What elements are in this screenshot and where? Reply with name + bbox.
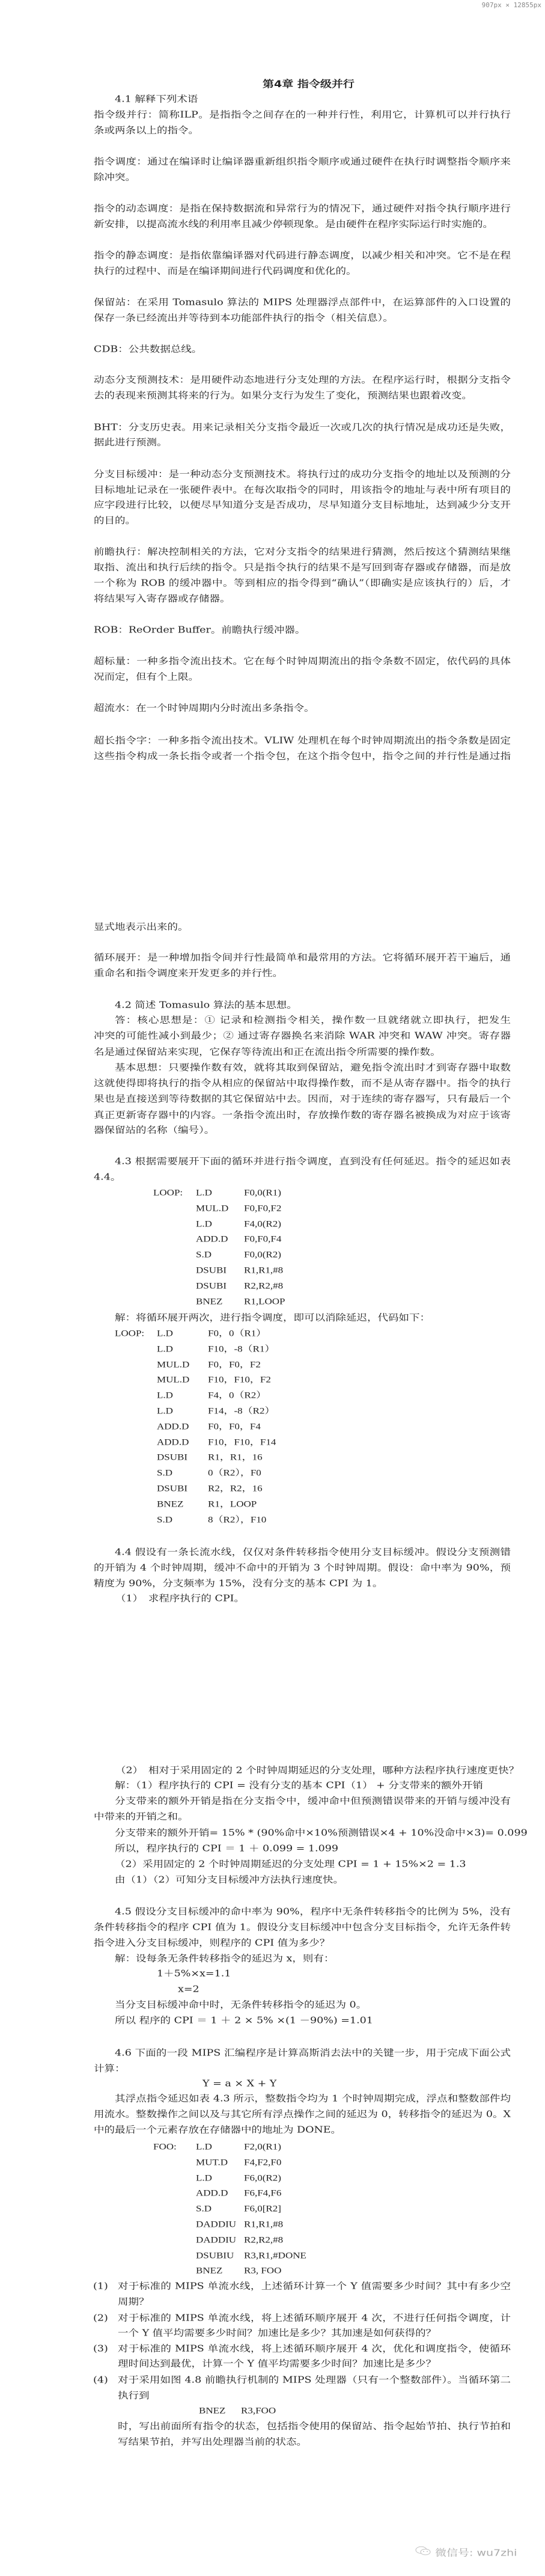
code-operands: F10，-8（R1） bbox=[208, 1344, 275, 1354]
question-text: 计算： bbox=[94, 2063, 126, 2074]
code-opcode: MUL.D bbox=[157, 1374, 190, 1385]
term-definition-line: ROB：ReOrder Buffer。前瞻执行缓冲器。 bbox=[94, 625, 306, 635]
code-opcode: BNEZ bbox=[196, 1296, 223, 1306]
term-definition-line: 将结果写入寄存器或存储器。 bbox=[94, 593, 231, 604]
code-operands: R1,R1,#8 bbox=[244, 1265, 284, 1275]
answer-line: 这就使得即将执行的指令从相应的保留站中取得操作数，而不是从寄存器中。指令的执行 bbox=[94, 1078, 511, 1089]
code-operands: F4,F2,F0 bbox=[244, 2157, 282, 2167]
code-label: FOO: bbox=[153, 2141, 177, 2152]
code-operands: F2,0(R1) bbox=[244, 2141, 281, 2152]
code-label: LOOP: bbox=[115, 1328, 145, 1338]
term-definition-line: 超长指令字：一种多指令流出技术。VLIW 处理机在每个时钟周期流出的指令条数是固定 bbox=[94, 735, 511, 746]
code-operands: R1,R1,#8 bbox=[244, 2219, 284, 2229]
code-operands: F10，F10，F2 bbox=[208, 1374, 271, 1385]
code-operands: F0，F0，F4 bbox=[208, 1421, 261, 1431]
term-definition-line: 应字段进行比较，以便尽早知道分支是否成功，尽早知道分支目标地址，达到减少分支开 bbox=[94, 500, 511, 510]
term-definition-line: 去的表现来预测其将来的行为。如果分支行为发生了变化，预测结果也跟着改变。 bbox=[94, 390, 472, 401]
code-operands: F6,F4,F6 bbox=[244, 2188, 282, 2198]
item-text: 写结果节拍，并写出处理器当前的状态。 bbox=[118, 2437, 307, 2447]
solution-line: 1＋5%×x=1.1 bbox=[157, 1968, 231, 1979]
term-definition-line: 据此进行预测。 bbox=[94, 437, 168, 448]
item-text: 理时间达到最优，计算一个 Y 值平均需要多少时间？加速比是多少？ bbox=[118, 2358, 437, 2369]
code-operands: F0,0(R1) bbox=[244, 1187, 281, 1198]
code-operands: R1，LOOP bbox=[208, 1499, 257, 1509]
code-operands: F6,0(R2) bbox=[244, 2173, 281, 2183]
code-operands: R2,R2,#8 bbox=[244, 1280, 284, 1291]
code-opcode: ADD.D bbox=[196, 1234, 228, 1244]
code-opcode: BNEZ bbox=[199, 2405, 226, 2415]
solution-line: x=2 bbox=[178, 1984, 199, 1995]
answer-line: 冲突的可能性减小到最少；② 通过寄存器换名来消除 WAR 冲突和 WAW 冲突。寄存器 bbox=[94, 1030, 511, 1041]
term-definition-line: 指令的动态调度：是指在保持数据流和异常行为的情况下，通过硬件对指令执行顺序进行 bbox=[94, 203, 511, 214]
code-opcode: S.D bbox=[157, 1467, 172, 1478]
term-definition-line: 动态分支预测技术：是用硬件动态地进行分支处理的方法。在程序运行时，根据分支指令 bbox=[94, 375, 511, 385]
term-definition-line: 超流水：在一个时钟周期内分时流出多条指令。 bbox=[94, 703, 315, 714]
watermark-text: 微信号: wu7zhi bbox=[435, 2547, 517, 2558]
image-dimensions-label: 907px × 12855px bbox=[481, 1, 541, 9]
solution-line: 中带来的开销之和。 bbox=[94, 1811, 189, 1822]
code-opcode: DADDIU bbox=[196, 2235, 237, 2245]
question-text: 4.3 根据需要展开下面的循环并进行指令调度，直到没有任何延迟。指令的延迟如表 bbox=[115, 1156, 511, 1167]
code-operands: R1，R1，16 bbox=[208, 1452, 263, 1463]
item-text: 对于采用如图 4.8 前瞻执行机制的 MIPS 处理器（只有一个整数部件）。当循环第二 bbox=[118, 2375, 511, 2385]
question-text: 4.6 下面的一段 MIPS 汇编程序是计算高斯消去法中的关键一步，用于完成下面公式 bbox=[115, 2048, 511, 2058]
watermark bbox=[415, 2546, 517, 2557]
code-opcode: DSUBIU bbox=[196, 2250, 234, 2260]
term-definition-line: 前瞻执行：解决控制相关的方法，它对分支指令的结果进行猜测，然后按这个猜测结果继 bbox=[94, 546, 511, 557]
term-definition-line: 执行的过程中、而是在编译期间进行代码调度和优化的。 bbox=[94, 266, 357, 277]
item-text: 对于标准的 MIPS 单流水线，将上述循环顺序展开 4 次，优化和调度指令，使循环 bbox=[118, 2343, 511, 2354]
code-opcode: L.D bbox=[196, 1219, 212, 1229]
solution-line: 所以，程序执行的 CPI ＝ 1 ＋ 0.099 = 1.099 bbox=[115, 1843, 339, 1854]
code-operands: R2,R2,#8 bbox=[244, 2235, 284, 2245]
code-operands: F0,F0,F2 bbox=[244, 1203, 282, 1213]
code-opcode: L.D bbox=[157, 1328, 173, 1338]
code-opcode: BNEZ bbox=[196, 2265, 223, 2276]
code-operands: F0,0(R2) bbox=[244, 1249, 281, 1259]
code-opcode: DSUBI bbox=[196, 1265, 227, 1275]
question-text: 4.4 假设有一条长流水线，仅仅对条件转移指令使用分支目标缓冲。假设分支预测错 bbox=[115, 1547, 511, 1558]
term-definition-line: 目标地址记录在一张硬件表中。在每次取指令的同时，用该指令的地址与表中所有项目的 bbox=[94, 485, 511, 495]
sub-question: （1） 求程序执行的 CPI。 bbox=[115, 1593, 245, 1604]
question-text: 条件转移指令的程序 CPI 值为 1。假设分支目标缓冲中包含分支目标指令，允许无条件转 bbox=[94, 1922, 511, 1933]
code-opcode: L.D bbox=[196, 2173, 212, 2183]
description-line: 用流水。整数操作之间以及与其它所有浮点操作之间的延迟为 0，转移指令的延迟为 0。X bbox=[94, 2109, 511, 2120]
item-number: (3) bbox=[93, 2343, 108, 2354]
code-opcode: ADD.D bbox=[157, 1421, 189, 1431]
answer-line: 基本思想：只要操作数有效，就将其取到保留站，避免指令流出时才到寄存器中取数 bbox=[115, 1062, 511, 1073]
section-heading: 4.2 简述 Tomasulo 算法的基本思想。 bbox=[115, 1000, 297, 1011]
solution-text: 解：将循环展开两次，进行指令调度，即可以消除延迟，代码如下： bbox=[115, 1312, 430, 1323]
question-text: 4.4。 bbox=[94, 1172, 121, 1182]
code-operands: F10，F10，F14 bbox=[208, 1437, 276, 1447]
wechat-icon bbox=[415, 2545, 431, 2559]
code-operands: F0，0（R1） bbox=[208, 1328, 267, 1338]
term-definition-line: 重命名和指令调度来开发更多的并行性。 bbox=[94, 968, 283, 979]
code-opcode: S.D bbox=[196, 1249, 212, 1259]
code-operands: F14，-8（R2） bbox=[208, 1406, 275, 1416]
solution-line: （2）采用固定的 2 个时钟周期延迟的分支处理 CPI = 1 + 15%×2 = 1.3 bbox=[115, 1859, 466, 1870]
term-definition-line: 一个称为 ROB 的缓冲器中。等到相应的指令得到“确认”（即确实是应该执行的）后，才 bbox=[94, 578, 511, 589]
code-opcode: L.D bbox=[157, 1390, 173, 1400]
solution-line: 分支带来的额外开销= 15% * (90%命中×10%预测错误×4 + 10%没命中×3)= 0.099 bbox=[115, 1828, 528, 1838]
item-number: (4) bbox=[93, 2375, 108, 2385]
term-definition-line: 这些指令构成一条长指令或者一个指令包，在这个指令包中，指令之间的并行性是通过指 bbox=[94, 751, 511, 762]
term-definition-line: CDB：公共数据总线。 bbox=[94, 344, 202, 355]
code-opcode: L.D bbox=[196, 1187, 212, 1198]
term-definition-line: 条或两条以上的指令。 bbox=[94, 125, 199, 136]
code-opcode: MUL.D bbox=[196, 1203, 229, 1213]
code-opcode: S.D bbox=[196, 2203, 212, 2213]
answer-line: 器保留站的名称（编号）。 bbox=[94, 1125, 215, 1136]
chapter-title: 第4章 指令级并行 bbox=[263, 78, 355, 90]
answer-line: 答：核心思想是：① 记录和检测指令相关，操作数一旦就绪就立即执行，把发生 bbox=[115, 1015, 511, 1026]
code-opcode: MUL.D bbox=[157, 1359, 190, 1369]
term-definition-line: BHT：分支历史表。用来记录相关分支指令最近一次或几次的执行情况是成功还是失败， bbox=[94, 422, 511, 433]
code-operands: F0，F0，F2 bbox=[208, 1359, 261, 1369]
section-heading: 4.1 解释下列术语 bbox=[115, 94, 198, 105]
term-definition-line: 保留站：在采用 Tomasulo 算法的 MIPS 处理器浮点部件中，在运算部件的入口设置的 bbox=[94, 297, 511, 308]
term-definition-line: 况而定，但有个上限。 bbox=[94, 672, 199, 682]
question-text: 精度为 90%，分支频率为 15%，没有分支的基本 CPI 为 1。 bbox=[94, 1578, 383, 1589]
term-definition-line: 指令级并行：简称ILP。是指指令之间存在的一种并行性，利用它，计算机可以并行执行 bbox=[94, 109, 511, 120]
term-definition-line: 显式地表示出来的。 bbox=[94, 922, 189, 932]
answer-line: 真正更新寄存器中的内容。一条指令流出时，存放操作数的寄存器名被换成为对应于该寄 bbox=[94, 1110, 511, 1121]
term-definition-line: 循环展开：是一种增加指令间并行性最简单和最常用的方法。它将循环展开若干遍后，通 bbox=[94, 952, 511, 963]
code-opcode: S.D bbox=[157, 1514, 172, 1525]
code-operands: R3,R1,#DONE bbox=[244, 2250, 306, 2260]
item-text: 周期？ bbox=[118, 2296, 150, 2307]
description-line: 中的最后一个元素存放在存储器中的地址为 DONE。 bbox=[94, 2125, 342, 2135]
code-opcode: MUT.D bbox=[196, 2157, 228, 2167]
code-operands: F0,F0,F4 bbox=[244, 1234, 282, 1244]
solution-line: 所以 程序的 CPI ＝ 1 ＋ 2 × 5% ×(1 －90%) =1.01 bbox=[115, 2015, 373, 2026]
sub-question: （2） 相对于采用固定的 2 个时钟周期延迟的分支处理，哪种方法程序执行速度更快？ bbox=[115, 1765, 520, 1776]
code-opcode: ADD.D bbox=[196, 2188, 228, 2198]
term-definition-line: 新安排，以提高流水线的利用率且减少停顿现象。是由硬件在程序实际运行时实施的。 bbox=[94, 219, 493, 230]
code-operands: R2，R2，16 bbox=[208, 1483, 263, 1493]
code-opcode: DSUBI bbox=[157, 1483, 188, 1493]
solution-line: 解：设每条无条件转移指令的延迟为 x，则有： bbox=[115, 1953, 335, 1964]
term-definition-line: 取指、流出和执行后续的指令。只是指令执行的结果不是写回到寄存器或存储器，而是放 bbox=[94, 562, 511, 573]
term-definition-line: 超标量：一种多指令流出技术。它在每个时钟周期流出的指令条数不固定，依代码的具体 bbox=[94, 656, 511, 667]
code-operands: F4,0(R2) bbox=[244, 1219, 281, 1229]
code-opcode: DSUBI bbox=[157, 1452, 188, 1463]
solution-line: 由（1）（2）可知分支目标缓冲方法执行速度快。 bbox=[115, 1874, 344, 1885]
item-number: (2) bbox=[93, 2313, 108, 2324]
question-text: 指令进入分支目标缓冲，则程序的 CPI 值为多少？ bbox=[94, 1938, 330, 1948]
item-text: 对于标准的 MIPS 单流水线，上述循环计算一个 Y 值需要多少时间？其中有多少空 bbox=[118, 2281, 511, 2292]
code-operands: F4，0（R2） bbox=[208, 1390, 267, 1400]
code-operands: 0（R2），F0 bbox=[208, 1467, 261, 1478]
term-definition-line: 保存一条已经流出并等待到本功能部件执行的指令（相关信息）。 bbox=[94, 313, 394, 323]
code-opcode: L.D bbox=[157, 1344, 173, 1354]
question-text: 4.5 假设分支目标缓冲的命中率为 90%，程序中无条件转移指令的比例为 5%，没有 bbox=[115, 1906, 511, 1917]
item-text: 执行到 bbox=[118, 2390, 150, 2401]
answer-line: 果也是直接送到等待数据的其它保留站中去。因而，对于连续的寄存器写，只有最后一个 bbox=[94, 1094, 511, 1104]
term-definition-line: 分支目标缓冲：是一种动态分支预测技术。将执行过的成功分支指令的地址以及预测的分 bbox=[94, 469, 511, 480]
code-operands: R3,FOO bbox=[241, 2405, 276, 2415]
solution-line: 当分支目标缓冲命中时，无条件转移指令的延迟为 0。 bbox=[115, 1999, 367, 2010]
term-definition-line: 指令调度：通过在编译时让编译器重新组织指令顺序或通过硬件在执行时调整指令顺序来 bbox=[94, 156, 511, 167]
code-opcode: DSUBI bbox=[196, 1280, 227, 1291]
item-number: (1) bbox=[93, 2281, 108, 2292]
code-operands: R1,LOOP bbox=[244, 1296, 285, 1306]
code-opcode: ADD.D bbox=[157, 1437, 189, 1447]
item-text: 时，写出前面所有指令的状态，包括指令使用的保留站、指令起始节拍、执行节拍和 bbox=[118, 2421, 511, 2432]
term-definition-line: 的目的。 bbox=[94, 515, 136, 526]
description-line: 其浮点指令延迟如表 4.3 所示，整数指令均为 1 个时钟周期完成，浮点和整数部件均 bbox=[115, 2093, 511, 2104]
item-text: 对于标准的 MIPS 单流水线，将上述循环顺序展开 4 次，不进行任何指令调度，计 bbox=[118, 2313, 511, 2324]
code-opcode: L.D bbox=[157, 1406, 173, 1416]
code-operands: F6,0[R2] bbox=[244, 2203, 281, 2213]
answer-line: 名是通过保留站来实现，它保存等待流出和正在流出指令所需要的操作数。 bbox=[94, 1047, 441, 1057]
solution-line: 分支带来的额外开销是指在分支指令中，缓冲命中但预测错误带来的开销与缓冲没有 bbox=[115, 1796, 511, 1807]
term-definition-line: 指令的静态调度：是指依靠编译器对代码进行静态调度，以减少相关和冲突。它不是在程 bbox=[94, 250, 511, 261]
code-opcode: DADDIU bbox=[196, 2219, 237, 2229]
solution-line: 解：（1）程序执行的 CPI = 没有分支的基本 CPI（1） + 分支带来的额外开销 bbox=[115, 1780, 483, 1791]
code-operands: 8（R2），F10 bbox=[208, 1514, 267, 1525]
question-text: 的开销为 4 个时钟周期，缓冲不命中的开销为 3 个时钟周期。假设：命中率为 90%，预 bbox=[94, 1562, 511, 1573]
formula: Y = a × X + Y bbox=[202, 2078, 277, 2089]
code-label: LOOP: bbox=[153, 1187, 183, 1198]
code-opcode: BNEZ bbox=[157, 1499, 184, 1509]
code-operands: R3, FOO bbox=[244, 2265, 282, 2276]
term-definition-line: 除冲突。 bbox=[94, 172, 136, 183]
item-text: 一个 Y 值平均需要多少时间？加速比是多少？其加速是如何获得的？ bbox=[118, 2328, 437, 2339]
code-opcode: L.D bbox=[196, 2141, 212, 2152]
